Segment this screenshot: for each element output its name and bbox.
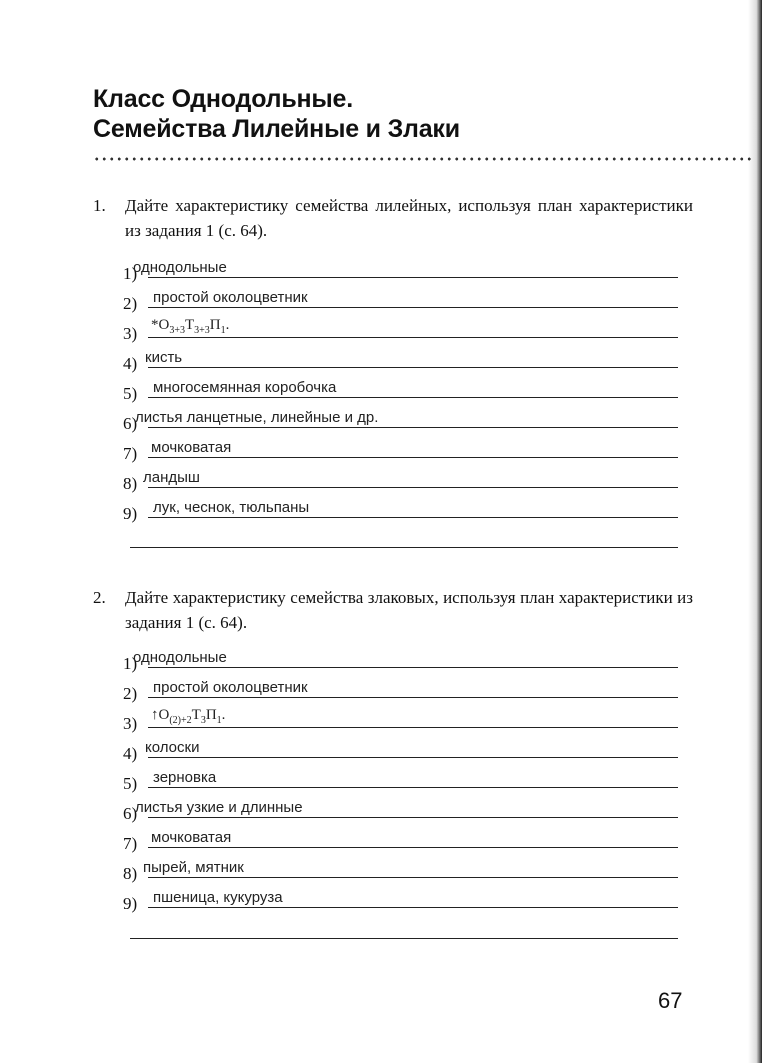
answer-text: пырей, мятник <box>143 859 244 876</box>
answer-text: многосемянная коробочка <box>153 379 337 396</box>
item-number: 9) <box>123 894 138 913</box>
answer-text: листья узкие и длинные <box>135 799 303 816</box>
page-title-line1: Класс Однодольные. <box>93 85 353 113</box>
answer-text: зерновка <box>153 769 217 786</box>
item-number: 3) <box>123 324 138 343</box>
formula-part: Т <box>191 707 201 723</box>
formula-part: П <box>209 317 221 333</box>
item-number: 1) <box>123 654 138 673</box>
question-text: Дайте характеристику семейства лилейных, используя план характеристики из задания 1 (с. 64). <box>125 196 693 240</box>
item-number: 4) <box>123 744 138 763</box>
answer-row <box>123 848 678 883</box>
item-number: 2) <box>123 294 138 313</box>
answer-list-1 <box>123 248 678 523</box>
answer-row <box>123 788 678 823</box>
formula-part: П <box>205 707 217 723</box>
answer-row <box>123 878 678 913</box>
answer-row <box>123 398 678 433</box>
answer-text: мочковатая <box>151 829 232 846</box>
answer-row <box>123 308 678 343</box>
answer-text: пшеница, кукуруза <box>153 889 283 906</box>
formula-part: ↑О <box>151 707 170 723</box>
answer-row <box>123 248 678 283</box>
item-number: 5) <box>123 774 138 793</box>
answer-text: простой околоцветник <box>153 679 308 696</box>
answer-text <box>151 707 225 726</box>
item-number: 4) <box>123 354 138 373</box>
answer-row <box>123 278 678 313</box>
answer-row <box>123 818 678 853</box>
formula-part: 3+3 <box>194 325 210 336</box>
answer-row <box>123 458 678 493</box>
formula-part: (2)+2 <box>169 715 192 726</box>
extra-answer-line[interactable] <box>130 938 678 939</box>
answer-line[interactable] <box>148 517 678 518</box>
answer-row <box>123 428 678 463</box>
question-number: 1. <box>93 196 106 215</box>
extra-answer-line[interactable] <box>130 547 678 548</box>
answer-text: листья ланцетные, линейные и др. <box>135 409 379 426</box>
item-number: 7) <box>123 444 138 463</box>
formula-part: 1 <box>216 715 222 726</box>
answer-text: однодольные <box>133 649 227 666</box>
answer-row <box>123 368 678 403</box>
answer-row <box>123 758 678 793</box>
formula-part: 1 <box>220 325 226 336</box>
item-number: 9) <box>123 504 138 523</box>
answer-row <box>123 698 678 733</box>
answer-list-2 <box>123 638 678 913</box>
question-1 <box>93 193 693 243</box>
answer-text: кисть <box>145 349 183 366</box>
answer-text <box>151 317 229 336</box>
question-number: 2. <box>93 588 106 607</box>
answer-line[interactable] <box>148 907 678 908</box>
formula-part: . <box>225 317 230 333</box>
formula-part: Т <box>184 317 195 333</box>
dotted-divider <box>93 157 753 161</box>
item-number: 8) <box>123 474 138 493</box>
answer-text: лук, чеснок, тюльпаны <box>153 499 310 516</box>
answer-text: однодольные <box>133 259 227 276</box>
page-number: 67 <box>658 988 683 1013</box>
item-number: 2) <box>123 684 138 703</box>
question-2 <box>93 585 693 635</box>
question-text: Дайте характеристику семейства злаковых, используя план характеристики из задания 1 (с. 64). <box>125 588 693 632</box>
answer-row <box>123 728 678 763</box>
formula-part: . <box>221 707 226 723</box>
answer-text: простой околоцветник <box>153 289 308 306</box>
item-number: 1) <box>123 264 138 283</box>
page-title-line2: Семейства Лилейные и Злаки <box>93 115 460 143</box>
answer-text: колоски <box>145 739 200 756</box>
item-number: 7) <box>123 834 138 853</box>
answer-row <box>123 488 678 523</box>
answer-row <box>123 638 678 673</box>
formula-part: 3 <box>200 715 206 726</box>
item-number: 3) <box>123 714 138 733</box>
formula-part: *О <box>151 317 170 333</box>
item-number: 6) <box>123 414 138 433</box>
item-number: 6) <box>123 804 138 823</box>
answer-row <box>123 338 678 373</box>
answer-text: мочковатая <box>151 439 232 456</box>
item-number: 8) <box>123 864 138 883</box>
answer-text: ландыш <box>143 469 200 486</box>
item-number: 5) <box>123 384 138 403</box>
formula-part: 3+3 <box>169 325 185 336</box>
answer-row <box>123 668 678 703</box>
